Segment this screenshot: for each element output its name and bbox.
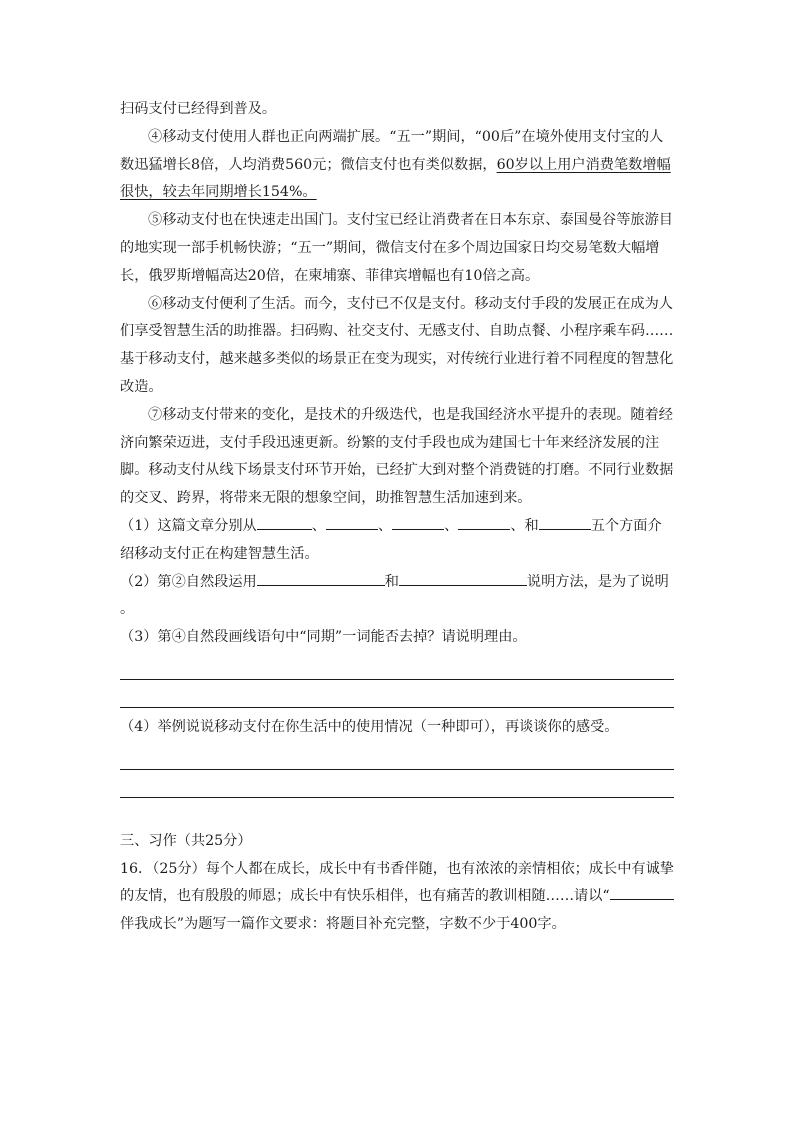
- question-2-prefix: （2）第②自然段运用: [120, 573, 257, 590]
- paragraph-7: ⑦移动支付带来的变化，是技术的升级迭代，也是我国经济水平提升的表现。随着经济向繁荣迈进，支付手段迅速更新。纷繁的支付手段也成为建国七十年来经济发展的注脚。移动支付从线下场景支付环节开始，已经扩大到对整个消费链的打磨。不同行业数据的交叉、跨界，将带来无限的想象空间，助推智慧生活加速到来。: [120, 406, 674, 507]
- document-page: [120, 96, 674, 939]
- answer-blank-2[interactable]: [326, 513, 378, 530]
- question-16-prefix: 16．（25分）每个人都在成长，成长中有书香伴随，也有浓浓的亲情相依；成长中有诚挚的友情，也有殷殷的师恩；成长中有快乐相伴，也有痛苦的教训相随……请以“: [120, 860, 674, 905]
- answer-blank-5[interactable]: [539, 513, 591, 530]
- answer-line[interactable]: [120, 652, 674, 680]
- separator-and: 、和: [510, 517, 539, 534]
- separator: 、: [377, 517, 393, 534]
- title-blank[interactable]: [610, 883, 674, 900]
- separator: 、: [444, 517, 459, 534]
- answer-blank-3[interactable]: [392, 513, 444, 530]
- paragraph-4: [120, 124, 674, 207]
- paragraph-3-tail: 扫码支付已经得到普及。: [120, 101, 277, 117]
- question-4: （4）举例说说移动支付在你生活中的使用情况（一种即可），再谈谈你的感受。: [120, 718, 619, 735]
- question-1: [120, 513, 674, 569]
- question-1-suffix: 五个方面介绍移动支付正在构建智慧生活。: [120, 517, 662, 562]
- separator: 、: [311, 517, 326, 534]
- answer-blank-4[interactable]: [458, 513, 510, 530]
- underlined-sentence: 60岁以上用户消费笔数增幅很快，较去年同期增长154%。: [120, 156, 671, 201]
- question-16: [120, 856, 674, 939]
- answer-blank-method-2[interactable]: [399, 569, 527, 586]
- answer-blank-method-1[interactable]: [257, 569, 385, 586]
- answer-line[interactable]: [120, 742, 674, 770]
- paragraph-6: ⑥移动支付便利了生活。而今，支付已不仅是支付。移动支付手段的发展正在成为人们享受智慧生活的助推器。扫码购、社交支付、无感支付、自助点餐、小程序乘车码……基于移动支付，越来越多类似的场景正在变为现实，对传统行业进行着不同程度的智慧化改造。: [120, 295, 674, 395]
- question-16-suffix: 伴我成长”为题写一篇作文要求：将题目补充完整，字数不少于400字。: [120, 916, 566, 933]
- question-2-suffix: 说明方法，是为了说明: [526, 573, 669, 590]
- answer-blank-1[interactable]: [257, 513, 312, 530]
- question-2-and: 和: [384, 573, 399, 590]
- answer-line[interactable]: [120, 680, 674, 708]
- paragraph-5: ⑤移动支付也在快速走出国门。支付宝已经让消费者在日本东京、泰国曼谷等旅游目的地实现一部手机畅快游；“五一”期间，微信支付在多个周边国家日均交易笔数大幅增长，俄罗斯增幅高达20倍，在柬埔寨、菲律宾增幅也有10倍之高。: [120, 212, 673, 284]
- paragraph-4-text: ④移动支付使用人群也正向两端扩展。“五一”期间，“00后”在境外使用支付宝的人数迅猛增长8倍，人均消费560元；微信支付也有类似数据，: [120, 128, 664, 173]
- question-2: [120, 569, 674, 625]
- section-heading: 三、习作（共25分）: [120, 832, 252, 849]
- question-3: （3）第④自然段画线语句中“同期”一词能否去掉？请说明理由。: [120, 629, 527, 646]
- question-2-end: 。: [120, 601, 135, 618]
- answer-line[interactable]: [120, 770, 674, 798]
- question-1-prefix: （1）这篇文章分别从: [120, 517, 257, 534]
